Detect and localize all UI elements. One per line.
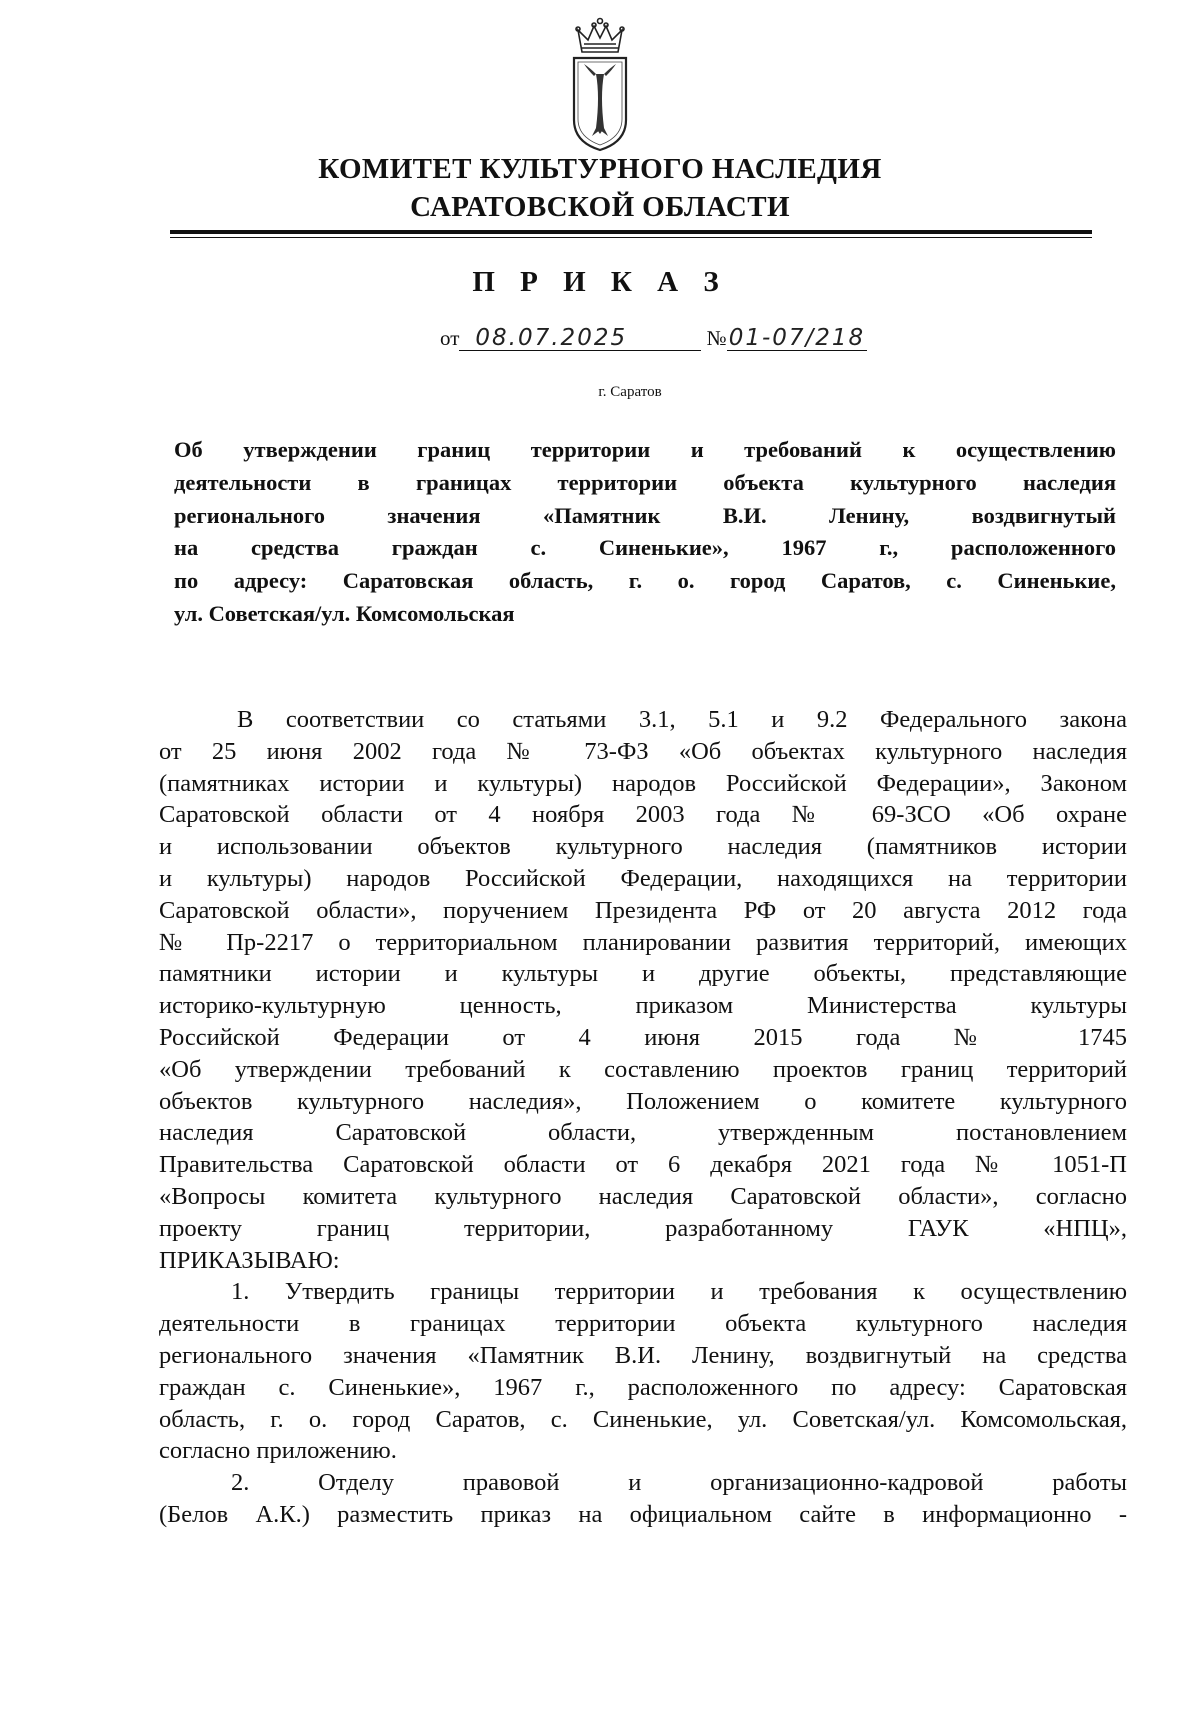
body-line: граждан с. Синенькие», 1967 г., расположенного по адресу: Саратовская <box>159 1373 1127 1401</box>
body-line: № Пр-2217 о территориальном планировании развития территорий, имеющих <box>159 928 1127 956</box>
body-line: «Вопросы комитета культурного наследия Саратовской области», согласно <box>159 1182 1127 1210</box>
body-line: объектов культурного наследия», Положением о комитете культурного <box>159 1087 1127 1115</box>
body-line: Правительства Саратовской области от 6 декабря 2021 года № 1051-П <box>159 1151 1127 1179</box>
organization-name <box>0 150 1200 226</box>
body-line-prikazyvayu: ПРИКАЗЫВАЮ: <box>159 1246 340 1274</box>
subject-line: Об утверждении границ территории и требований к осуществлению <box>174 437 1116 462</box>
city: г. Саратов <box>598 384 662 400</box>
saratov-coat-of-arms-emblem <box>560 16 640 156</box>
header-divider-thin <box>170 237 1092 238</box>
body-line: проекту границ территории, разработанному ГАУК «НПЦ», <box>159 1214 1127 1242</box>
subject-line: регионального значения «Памятник В.И. Ленину, воздвигнутый <box>174 502 1116 528</box>
body-line: историко-культурную ценность, приказом Министерства культуры <box>159 992 1127 1020</box>
body-line: В соответствии со статьями 3.1, 5.1 и 9.2 Федерального закона <box>237 706 1127 733</box>
body-line: регионального значения «Памятник В.И. Ленину, воздвигнутый на средства <box>159 1341 1127 1369</box>
body-line: и использовании объектов культурного наследия (памятников истории <box>159 833 1127 861</box>
header-divider-thick <box>170 230 1092 234</box>
organization-name-line-1: КОМИТЕТ КУЛЬТУРНОГО НАСЛЕДИЯ <box>318 153 882 185</box>
body-line: согласно приложению. <box>159 1437 397 1465</box>
order-subject <box>174 434 1116 631</box>
body-line: (Белов А.К.) разместить приказ на официальном сайте в информационно - <box>159 1500 1127 1528</box>
body-line-item-2: 2. Отделу правовой и организационно-кадровой работы <box>231 1469 1127 1497</box>
body-line: от 25 июня 2002 года № 73-ФЗ «Об объектах культурного наследия <box>159 737 1127 765</box>
subject-line: деятельности в границах территории объекта культурного наследия <box>174 469 1116 495</box>
body-line: памятники истории и культуры и другие объекты, представляющие <box>159 960 1127 988</box>
body-line: Российской Федерации от 4 июня 2015 года № 1745 <box>159 1023 1127 1051</box>
body-line: (памятниках истории и культуры) народов Российской Федерации», Законом <box>159 769 1127 797</box>
date-number-line <box>440 326 867 351</box>
city-line <box>0 384 1200 401</box>
date-prefix: от <box>440 326 460 350</box>
subject-line: ул. Советская/ул. Комсомольская <box>174 600 515 626</box>
body-line: Саратовской области», поручением Президента РФ от 20 августа 2012 года <box>159 896 1127 924</box>
number-prefix: № <box>706 326 727 350</box>
body-line: деятельности в границах территории объекта культурного наследия <box>159 1310 1127 1338</box>
body-line: Саратовской области от 4 ноября 2003 года № 69-ЗСО «Об охране <box>159 801 1127 829</box>
subject-line: по адресу: Саратовская область, г. о. город Саратов, с. Синенькие, <box>174 568 1116 594</box>
order-number: 01-07/218 <box>728 325 866 351</box>
body-line: наследия Саратовской области, утвержденным постановлением <box>159 1119 1127 1147</box>
subject-line: на средства граждан с. Синенькие», 1967 г., расположенного <box>174 535 1116 561</box>
organization-name-line-2: САРАТОВСКОЙ ОБЛАСТИ <box>410 191 790 223</box>
body-line-item-1: 1. Утвердить границы территории и требования к осуществлению <box>231 1278 1127 1306</box>
body-line: «Об утверждении требований к составлению проектов границ территорий <box>159 1055 1127 1083</box>
body-line: и культуры) народов Российской Федерации, находящихся на территории <box>159 864 1127 892</box>
body-line: область, г. о. город Саратов, с. Синенькие, ул. Советская/ул. Комсомольская, <box>159 1405 1127 1433</box>
order-body <box>159 704 1127 1531</box>
document-type-title: П Р И К А З <box>472 266 728 298</box>
order-date: 08.07.2025 <box>475 325 628 351</box>
